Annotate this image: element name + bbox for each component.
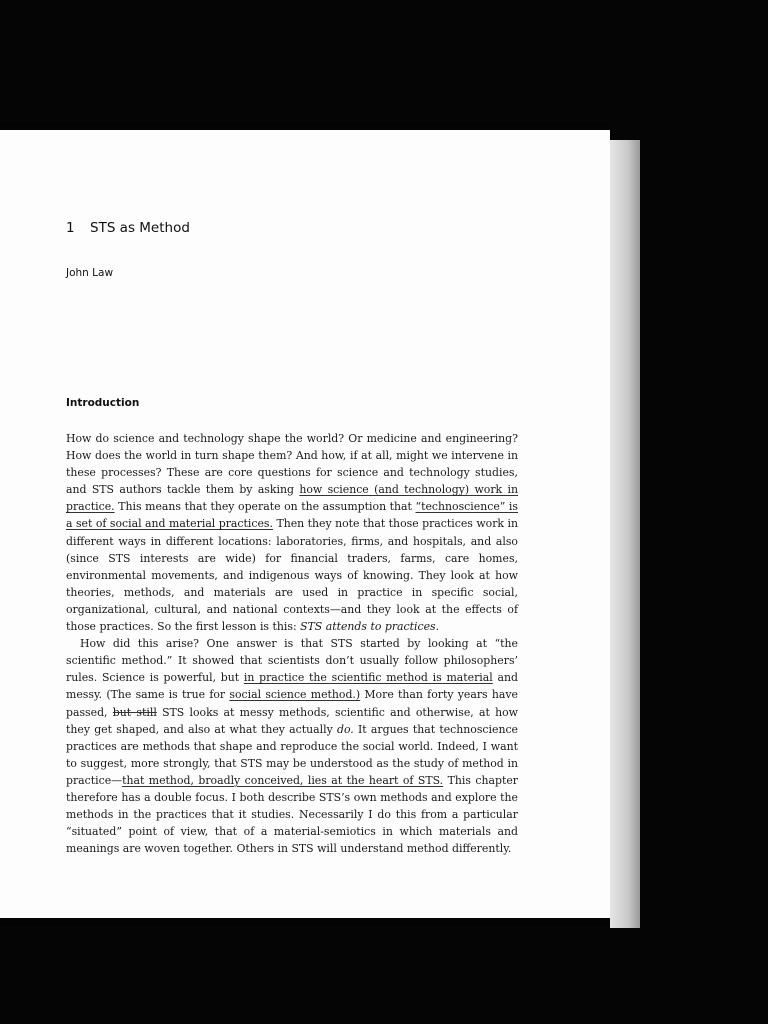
struck-phrase: but still: [112, 705, 157, 719]
body-text: [66, 430, 518, 857]
section-heading: Introduction: [66, 397, 140, 409]
chapter-author: John Law: [66, 267, 114, 279]
paragraph-2: [66, 635, 518, 857]
text-run: How do science and technology shape the world? Or medicine and engineering? How does the world in turn shape them? And how, if at all, might we intervene in these processes? These are core questions for science and technology studies, and STS authors tackle them by asking: [66, 432, 518, 497]
text-run: This chapter therefore has a double focus. I both describe STS’s own methods and explore the methods in the practices that it studies. Necessarily I do this from a particular “situated” point of view, that of a material-semiotics in which materials and meanings are woven together. Others in STS will understand method differently.: [66, 773, 519, 856]
underlined-phrase: in practice the scientific method is material: [243, 671, 493, 685]
page-edge: [610, 140, 640, 928]
text-run: Then they note that those practices work in different ways in different locations: laboratories, firms, and hospitals, and also (since STS interests are wide) for financial traders, farms, care homes, environmental movements, and indigenous ways of knowing. They look at how theories, methods, and materials are used in practice in specific social, organizational, cultural, and national contexts—and they look at the effects of those practices. So the first lesson is this:: [66, 517, 518, 634]
underlined-phrase: social science method.): [229, 688, 361, 702]
text-run: How did this arise? One answer is that STS started by looking at “the scientific method.” It showed that scientists don’t usually follow philosophers’ rules. Science is powerful, but: [66, 637, 518, 685]
underlined-phrase: how science (and technology) work in practice.: [66, 483, 518, 514]
text-run: More than forty years have passed,: [66, 688, 518, 719]
chapter-title-text: STS as Method: [90, 220, 190, 236]
text-run: and messy. (The same is true for: [66, 671, 519, 702]
underlined-phrase: “technoscience” is a set of social and material practices.: [66, 500, 518, 531]
underlined-phrase: that method, broadly conceived, lies at the heart of STS.: [122, 773, 444, 787]
text-run: This means that they operate on the assumption that: [114, 500, 416, 514]
text-run: STS looks at messy methods, scientific and otherwise, at how they get shaped, and also at what they actually: [66, 705, 518, 736]
emphasis: do.: [336, 722, 354, 736]
chapter-title: [66, 220, 190, 236]
text-run: It argues that technoscience practices are methods that shape and reproduce the social world. Indeed, I want to suggest, more strongly, that STS may be understood as the study of method in practice—: [66, 722, 518, 787]
book-page: [0, 130, 610, 918]
chapter-number: 1: [66, 220, 75, 236]
emphasis: STS attends to practices.: [300, 620, 440, 634]
paragraph-1: [66, 430, 518, 635]
